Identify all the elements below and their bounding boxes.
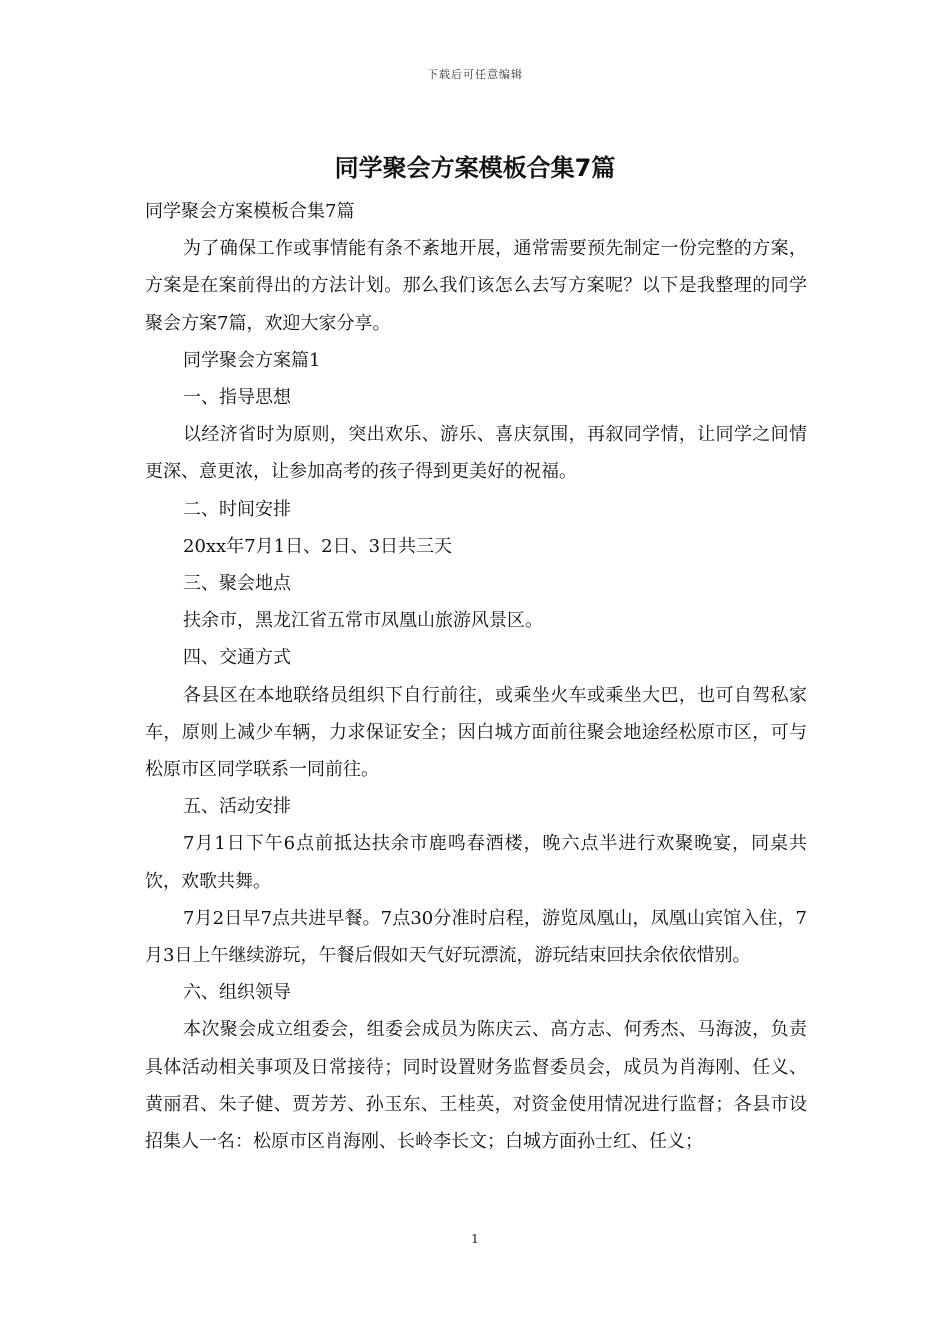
paragraph: 7月1日下午6点前抵达扶余市鹿鸣春酒楼，晚六点半进行欢聚晚宴，同桌共饮，欢歌共舞。 [145, 833, 807, 892]
document-title: 同学聚会方案模板合集7篇 [334, 154, 616, 182]
section-heading: 三、聚会地点 [183, 573, 291, 595]
paragraph: 各县区在本地联络员组织下自行前往，或乘坐火车或乘坐大巴，也可自驾私家车，原则上减少车辆，力求保证安全；因白城方面前往聚会地途经松原市区，可与松原市区同学联系一同前往。 [145, 684, 807, 781]
paragraph: 7月2日早7点共进早餐。7点30分准时启程，游览凤凰山，凤凰山宾馆入住，7月3日上午继续游玩，午餐后假如天气好玩漂流，游玩结束回扶余依依惜别。 [145, 907, 807, 967]
paragraph: 20xx年7月1日、2日、3日共三天 [183, 535, 453, 557]
paragraph: 扶余市，黑龙江省五常市凤凰山旅游风景区。 [183, 610, 543, 632]
section-heading: 四、交通方式 [183, 647, 291, 669]
section-heading: 二、时间安排 [183, 498, 291, 520]
section-heading: 一、指导思想 [183, 387, 291, 409]
section-heading: 同学聚会方案篇1 [183, 349, 321, 371]
page-number: 1 [471, 1232, 479, 1246]
paragraph: 为了确保工作或事情能有条不紊地开展，通常需要预先制定一份完整的方案，方案是在案前得出的方法计划。那么我们该怎么去写方案呢？以下是我整理的同学聚会方案7篇，欢迎大家分享。 [145, 238, 807, 334]
header-note: 下载后可任意编辑 [427, 68, 523, 81]
document-body [145, 193, 807, 1160]
section-heading: 五、活动安排 [183, 796, 291, 818]
paragraph: 同学聚会方案模板合集7篇 [145, 201, 355, 222]
section-heading: 六、组织领导 [183, 982, 291, 1004]
paragraph: 以经济省时为原则，突出欢乐、游乐、喜庆氛围，再叙同学情，让同学之间情更深、意更浓，让参加高考的孩子得到更美好的祝福。 [145, 424, 807, 483]
paragraph: 本次聚会成立组委会，组委会成员为陈庆云、高方志、何秀杰、马海波，负责具体活动相关事项及日常接待；同时设置财务监督委员会，成员为肖海刚、任义、黄丽君、朱子健、贾芳芳、孙玉东、王桂英，对资金使用情况进行监督；各县市设招集人一名：松原市区肖海刚、长岭李长文；白城方面孙士红、任义； [145, 1019, 807, 1153]
